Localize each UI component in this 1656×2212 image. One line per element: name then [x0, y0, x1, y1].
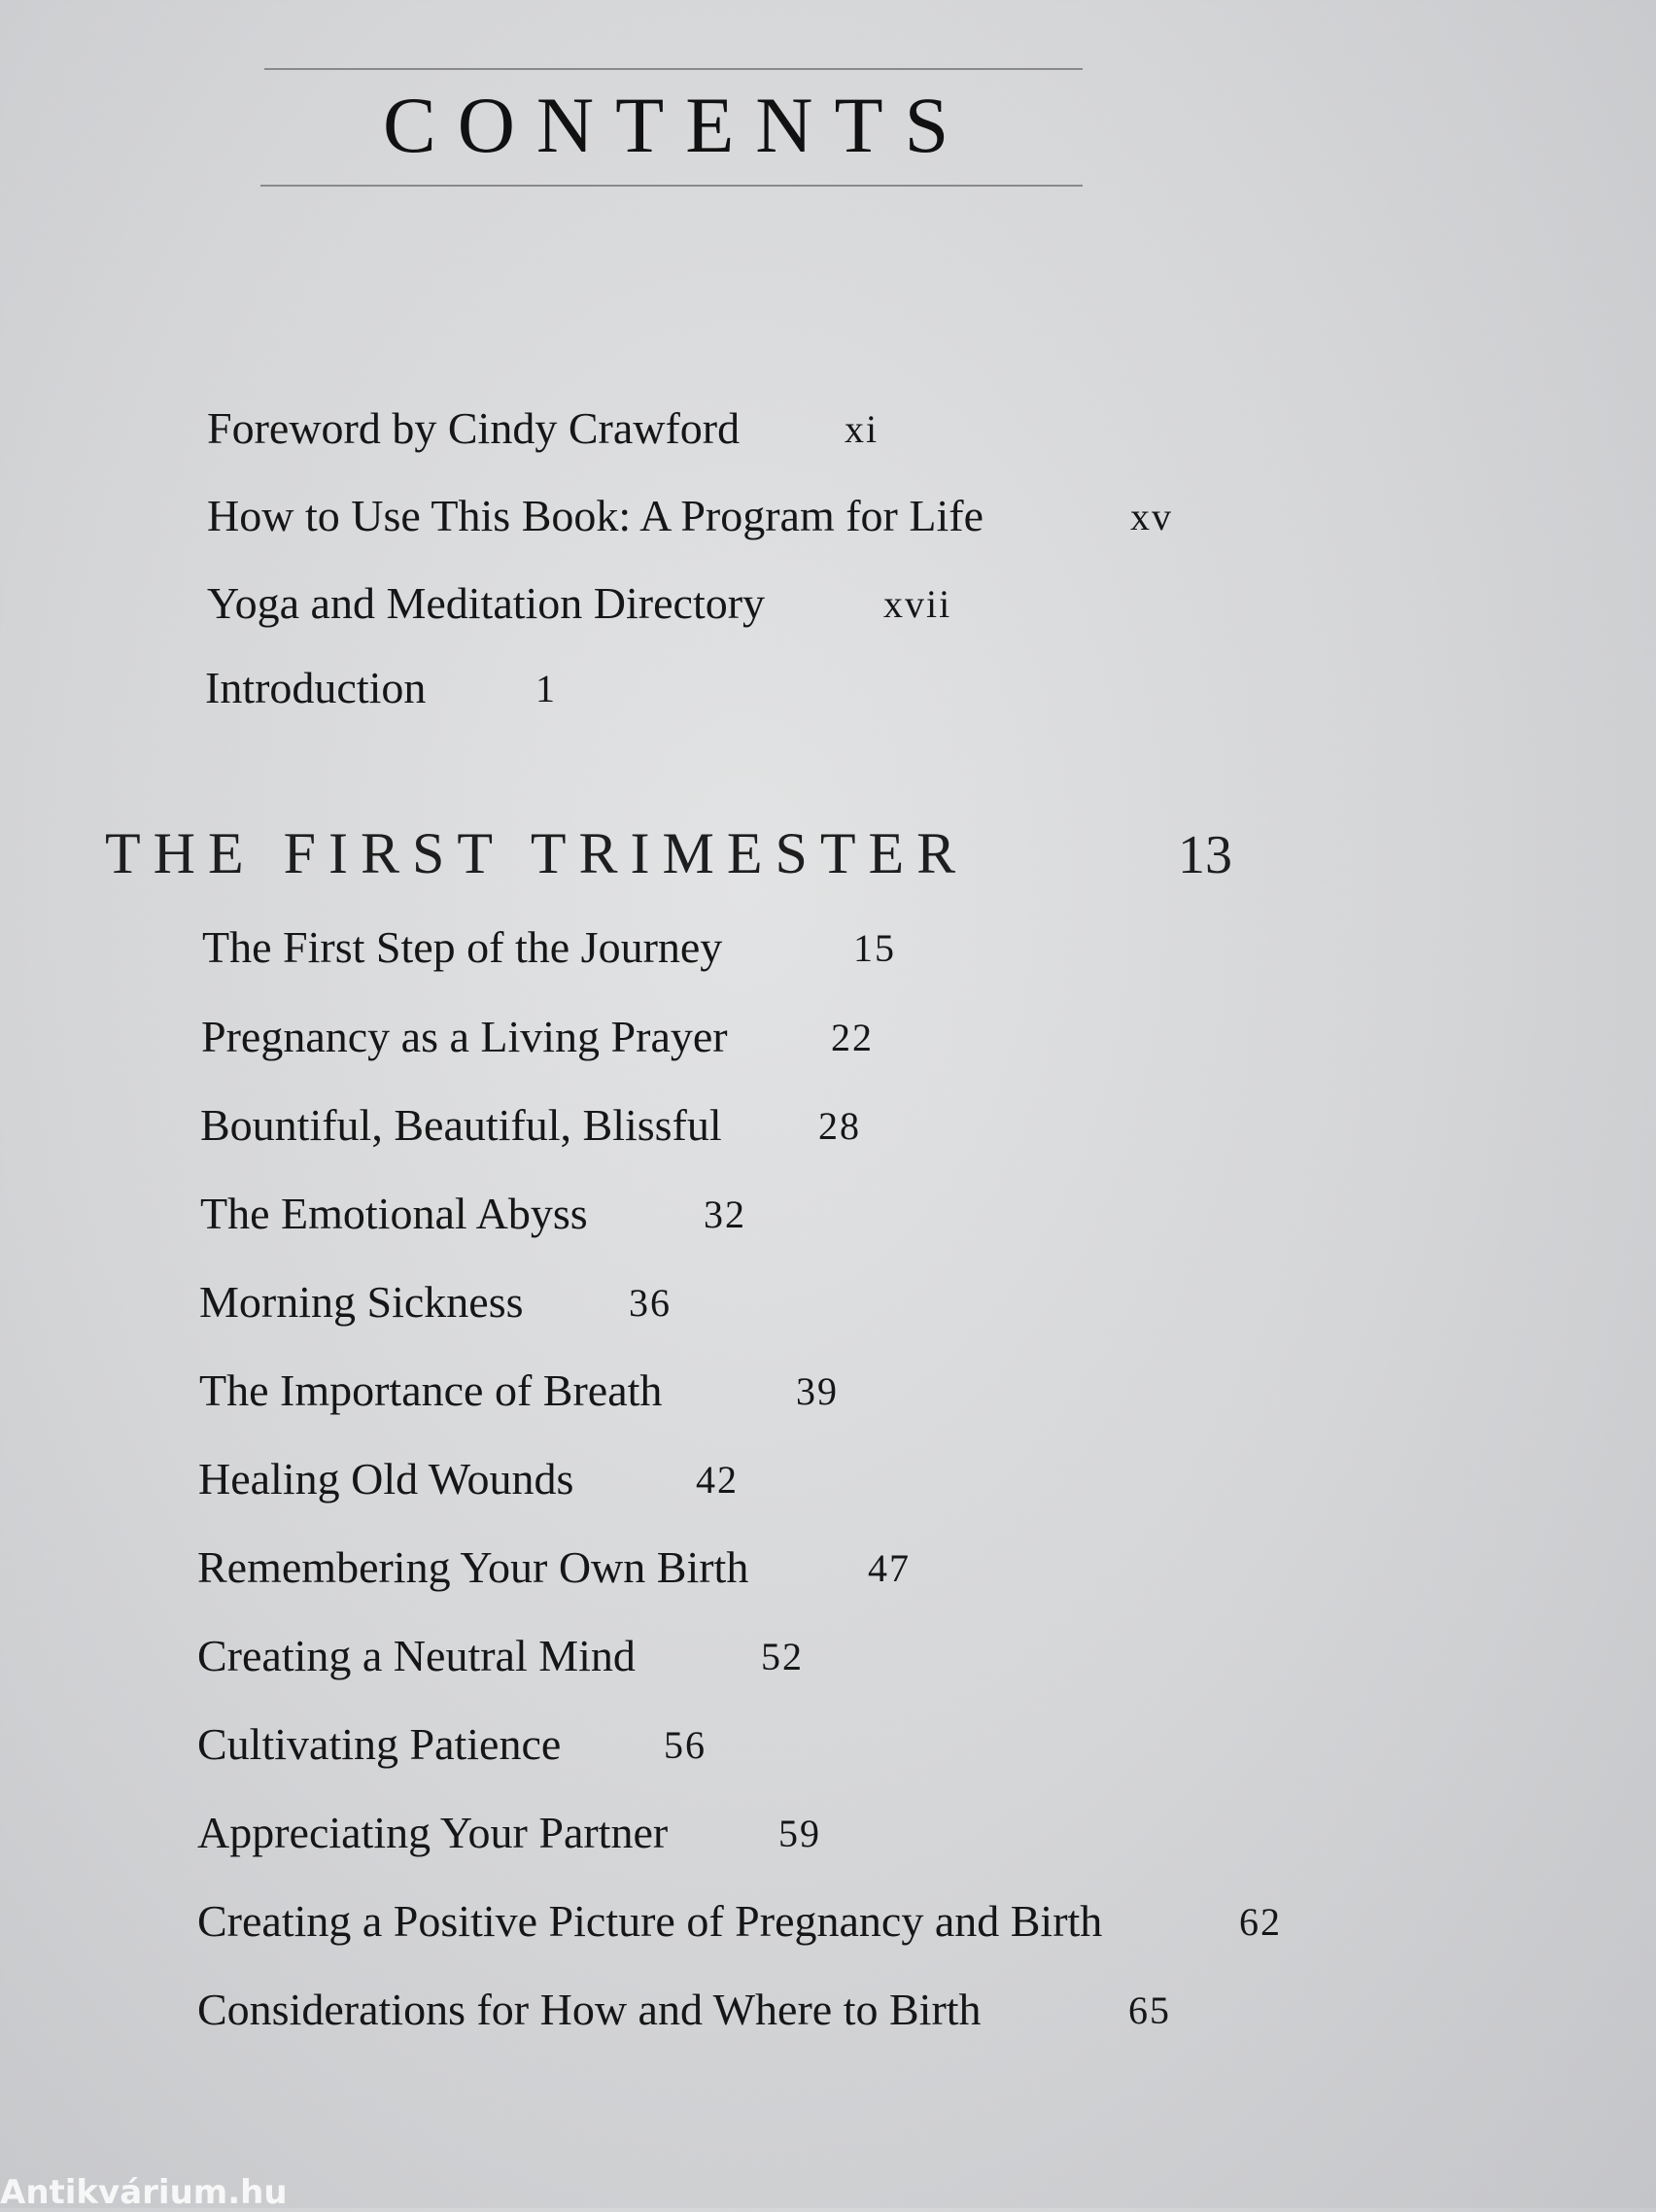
toc-entry-chapter[interactable] — [199, 1365, 880, 1423]
toc-entry-how-to-use[interactable] — [207, 490, 1179, 548]
toc-entry-title: Foreword by Cindy Crawford — [207, 403, 741, 453]
toc-entry-chapter[interactable] — [200, 1188, 783, 1246]
toc-entry-chapter[interactable] — [200, 1099, 880, 1158]
toc-entry-title: Creating a Positive Picture of Pregnancy and Birth — [197, 1896, 1103, 1946]
toc-entry-title: The First Step of the Journey — [202, 922, 723, 972]
toc-entry-title: Cultivating Patience — [197, 1719, 562, 1769]
toc-entry-title: Morning Sickness — [199, 1277, 524, 1327]
toc-entry-page: 65 — [1128, 1988, 1171, 2032]
toc-entry-page: 32 — [704, 1192, 746, 1236]
toc-entry-title: Appreciating Your Partner — [197, 1808, 669, 1857]
toc-entry-chapter[interactable] — [197, 1541, 975, 1600]
toc-entry-page: 22 — [831, 1016, 874, 1059]
toc-entry-title: How to Use This Book: A Program for Life — [207, 491, 983, 540]
toc-entry-title: Healing Old Wounds — [198, 1454, 574, 1503]
toc-entry-page: 47 — [868, 1546, 911, 1590]
toc-entry-chapter[interactable] — [199, 1276, 685, 1334]
toc-entry-page: xvii — [883, 582, 952, 626]
toc-entry-page: 15 — [853, 926, 896, 970]
top-rule — [264, 68, 1083, 70]
watermark: Antikvárium.hu — [0, 2173, 288, 2212]
toc-entry-page: 42 — [696, 1458, 739, 1502]
toc-entry-introduction[interactable] — [205, 662, 594, 720]
toc-entry-page: 52 — [761, 1635, 804, 1678]
toc-entry-title: Creating a Neutral Mind — [197, 1631, 636, 1680]
toc-entry-page: 39 — [796, 1369, 839, 1413]
toc-entry-page: 36 — [629, 1281, 672, 1325]
toc-entry-title: Remembering Your Own Birth — [197, 1542, 749, 1592]
toc-entry-chapter[interactable] — [197, 1630, 878, 1688]
toc-entry-chapter[interactable] — [201, 1011, 901, 1069]
section-title: THE FIRST TRIMESTER — [105, 821, 969, 885]
toc-entry-title: Pregnancy as a Living Prayer — [201, 1012, 728, 1061]
toc-entry-title: The Emotional Abyss — [200, 1189, 588, 1238]
toc-entry-page: 1 — [535, 667, 557, 710]
toc-entry-page: 28 — [818, 1104, 861, 1148]
toc-entry-chapter[interactable] — [197, 1984, 1266, 2042]
toc-entry-page: xi — [845, 407, 880, 451]
toc-entry-yoga-directory[interactable] — [207, 577, 984, 636]
toc-entry-page: 56 — [664, 1723, 707, 1767]
toc-entry-chapter[interactable] — [197, 1718, 780, 1777]
toc-entry-chapter[interactable] — [202, 921, 902, 980]
toc-entry-title: Considerations for How and Where to Birth — [197, 1985, 982, 2034]
section-page-number: 13 — [1178, 825, 1232, 885]
title-underline-rule — [260, 185, 1083, 187]
page-title: CONTENTS — [383, 81, 971, 169]
toc-entry-title: Introduction — [205, 663, 427, 712]
toc-entry-chapter[interactable] — [198, 1453, 781, 1511]
toc-entry-chapter[interactable] — [197, 1807, 878, 1865]
toc-entry-title: Bountiful, Beautiful, Blissful — [200, 1100, 722, 1150]
toc-entry-foreword[interactable] — [207, 402, 907, 461]
toc-entry-title: Yoga and Meditation Directory — [207, 578, 766, 628]
toc-entry-page: 59 — [778, 1812, 821, 1855]
toc-entry-title: The Importance of Breath — [199, 1365, 663, 1415]
toc-entry-chapter[interactable] — [197, 1895, 1363, 1953]
toc-entry-page: 62 — [1239, 1900, 1282, 1944]
toc-entry-page: xv — [1130, 495, 1173, 538]
